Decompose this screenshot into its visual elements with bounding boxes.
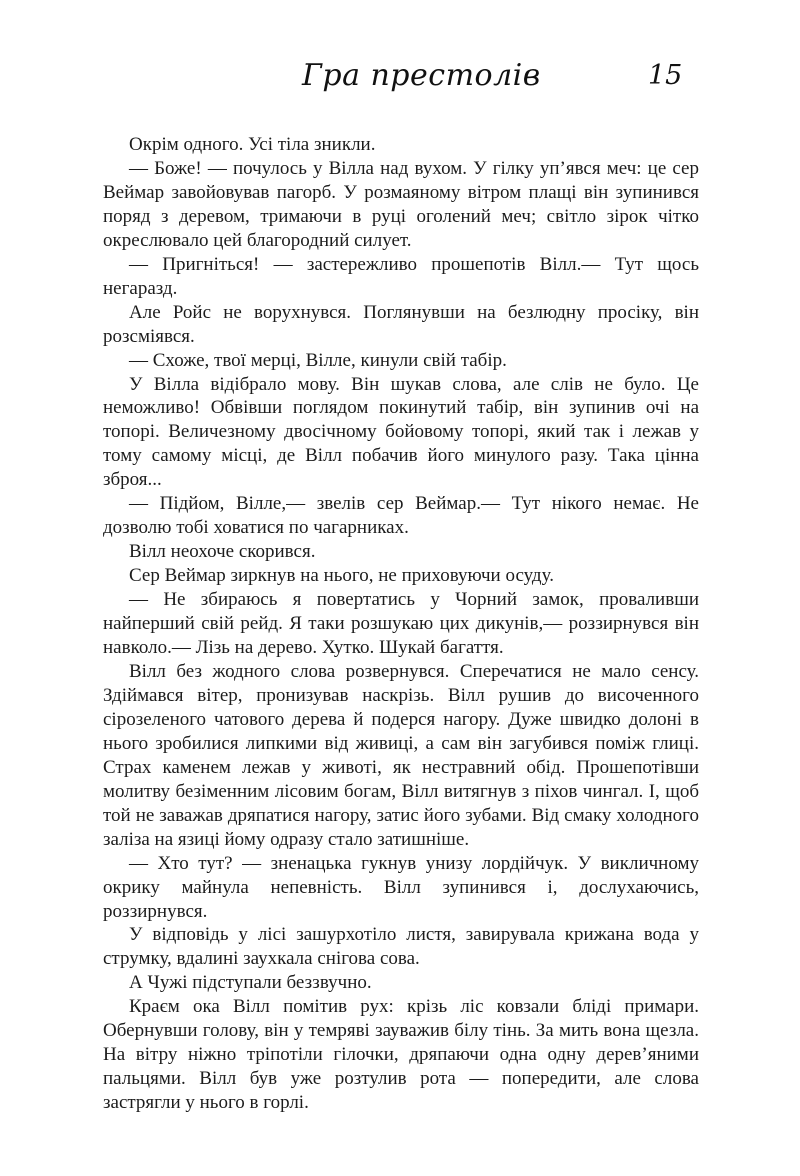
running-header bbox=[0, 58, 800, 108]
paragraph: — Підйом, Вілле,— звелів сер Веймар.— Тут нікого немає. Не дозволю тобі ховатися по чагарниках. bbox=[103, 493, 699, 539]
paragraph: У Вілла відібрало мову. Він шукав слова, але слів не було. Це неможливо! Обвівши поглядом покинутий табір, він зупинив очі на топорі. Величезному двосічному бойовому топорі, який так і лежав у тому самому місці, де Вілл побачив його минулого разу. Така цінна зброя... bbox=[103, 373, 699, 491]
page-number: 15 bbox=[648, 60, 683, 91]
paragraph: Вілл без жодного слова розвернувся. Сперечатися не мало сенсу. Здіймався вітер, пронизував наскрізь. Вілл рушив до височенного сірозеленого чатового дерева й подерся нагору. Дуже швидко долоні в нього зробилися липкими від живиці, а сам він загубився поміж глиці. Страх каменем лежав у животі, як нестравний обід. Прошепотівши молитву безіменним лісовим богам, Вілл витягнув з піхов чингал. І, щоб той не заважав дряпатися нагору, затис його зубами. Від смаку холодного заліза на язиці йому одразу стало затишніше. bbox=[103, 660, 699, 850]
paragraph: — Боже! — почулось у Вілла над вухом. У гілку уп’явся меч: це сер Веймар завойовував пагорб. У розмаяному вітром плащі він зупинився поряд з деревом, тримаючи в руці оголений меч; світло зірок чітко окреслювало цей благородний силует. bbox=[103, 157, 699, 251]
paragraph: — Пригніться! — застережливо прошепотів Вілл.— Тут щось негаразд. bbox=[103, 253, 699, 299]
paragraph: А Чужі підступали беззвучно. bbox=[129, 972, 372, 994]
paragraph: Вілл неохоче скорився. bbox=[129, 541, 316, 563]
book-title: Гра престолів bbox=[302, 58, 541, 93]
paragraph: У відповідь у лісі зашурхотіло листя, завирувала крижана вода у струмку, вдалині заухкала снігова сова. bbox=[103, 924, 699, 970]
paragraph: — Не збираюсь я повертатись у Чорний замок, проваливши найперший свій рейд. Я таки розшукаю цих дикунів,— роззирнувся він навколо.— Лізь на дерево. Хутко. Шукай багаття. bbox=[103, 589, 699, 659]
paragraph: — Хто тут? — зненацька гукнув унизу лордійчук. У викличному окрику майнула непевність. Вілл зупинився і, дослухаючись, роззирнувся. bbox=[103, 852, 699, 922]
paragraph: Краєм ока Вілл помітив рух: крізь ліс ковзали бліді примари. Обернувши голову, він у темряві зауважив білу тінь. За мить вона щезла. На вітру ніжно тріпотіли гілочки, дряпаючи одна одну дерев’яними пальцями. Вілл був уже розтулив рота — попередити, але слова застрягли у нього в горлі. bbox=[103, 996, 699, 1114]
paragraph: Сер Веймар зиркнув на нього, не приховуючи осуду. bbox=[129, 565, 554, 587]
body-text bbox=[103, 133, 699, 1115]
paragraph: — Схоже, твої мерці, Вілле, кинули свій табір. bbox=[129, 349, 507, 371]
paragraph: Окрім одного. Усі тіла зникли. bbox=[129, 134, 376, 155]
paragraph: Але Ройс не ворухнувся. Поглянувши на безлюдну просіку, він розсміявся. bbox=[103, 301, 699, 347]
